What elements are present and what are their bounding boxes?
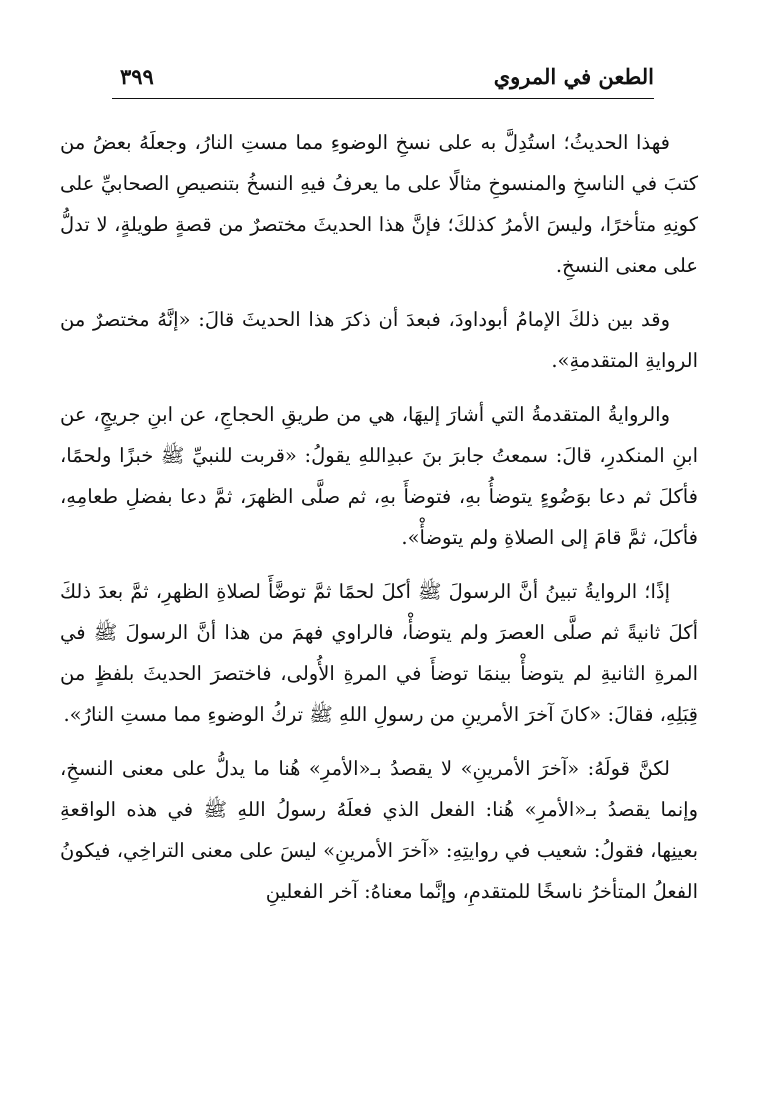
paragraph-3: والروايةُ المتقدمةُ التي أشارَ إليهَا، هي من طريقِ الحجاجِ، عن ابنِ جريجٍ، عن ابنِ المنكدرِ، قالَ: سمعتُ جابرَ بنَ عبدِاللهِ يقولُ: «قربت للنبيِّ ﷺ خبزًا ولحمًا، فأكلَ ثم دعا بوَضُوءٍ يتوضأُ بهِ، فتوضأَ بهِ، ثم صلَّى الظهرَ، ثمَّ دعا بفضلِ طعامِهِ، فأكلَ، ثمَّ قامَ إلى الصلاةِ ولم يتوضأْ». <box>60 403 698 549</box>
paragraph-4: إذًا؛ الروايةُ تبينُ أنَّ الرسولَ ﷺ أكلَ لحمًا ثمَّ توضَّأَ لصلاةِ الظهرِ، ثمَّ بعدَ ذلكَ أكلَ ثانيةً ثم صلَّى العصرَ ولم يتوضأْ، فالراوي فهمَ من هذا أنَّ الرسولَ ﷺ في المرةِ الثانيةِ لم يتوضأْ بينمَا توضأَ في المرةِ الأُولى، فاختصرَ الحديثَ بلفظٍ من قِبَلِهِ، فقالَ: «كانَ آخرَ الأمرينِ من رسولِ اللهِ ﷺ تركُ الوضوءِ مما مستِ النارُ». <box>60 580 698 726</box>
paragraph-spacer <box>60 286 698 299</box>
paragraph-spacer <box>60 381 698 394</box>
paragraph-1: فهذا الحديثُ؛ استُدِلَّ به على نسخِ الوضوءِ مما مستِ النارُ، وجعلَهُ بعضُ من كتبَ في الناسخِ والمنسوخِ مثالًا على ما يعرفُ فيهِ النسخُ بتنصيصِ الصحابيِّ على كونِهِ متأخرًا، وليسَ الأمرُ كذلكَ؛ فإنَّ هذا الحديثَ مختصرٌ من قصةٍ طويلةٍ، لا تدلُّ على معنى النسخِ. <box>60 131 698 277</box>
paragraph-spacer <box>60 735 698 748</box>
paragraph-5: لكنَّ قولَهُ: «آخرَ الأمرينِ» لا يقصدُ بـ«الأمرِ» هُنا ما يدلُّ على معنى النسخِ، وإنما يقصدُ بـ«الأمرِ» هُنا: الفعل الذي فعلَهُ رسولُ اللهِ ﷺ في هذه الواقعةِ بعينِها، فقولُ: شعيب في روايتِهِ: «آخرَ الأمرينِ» ليسَ على معنى التراخِي، فيكونُ الفعلُ المتأخرُ ناسخًا للمتقدمِ، وإنَّما معناهُ: آخر الفعلينِ <box>60 757 698 903</box>
running-title: الطعن في المروي <box>493 64 654 89</box>
paragraph-2: وقد بين ذلكَ الإمامُ أبوداودَ، فبعدَ أن ذكرَ هذا الحديثَ قالَ: «إنَّهُ مختصرٌ من الروايةِ المتقدمةِ». <box>60 308 698 372</box>
page-number: ٣٩٩ <box>120 64 154 89</box>
body-text <box>60 122 698 912</box>
page-header <box>112 58 654 99</box>
paragraph-spacer <box>60 558 698 571</box>
